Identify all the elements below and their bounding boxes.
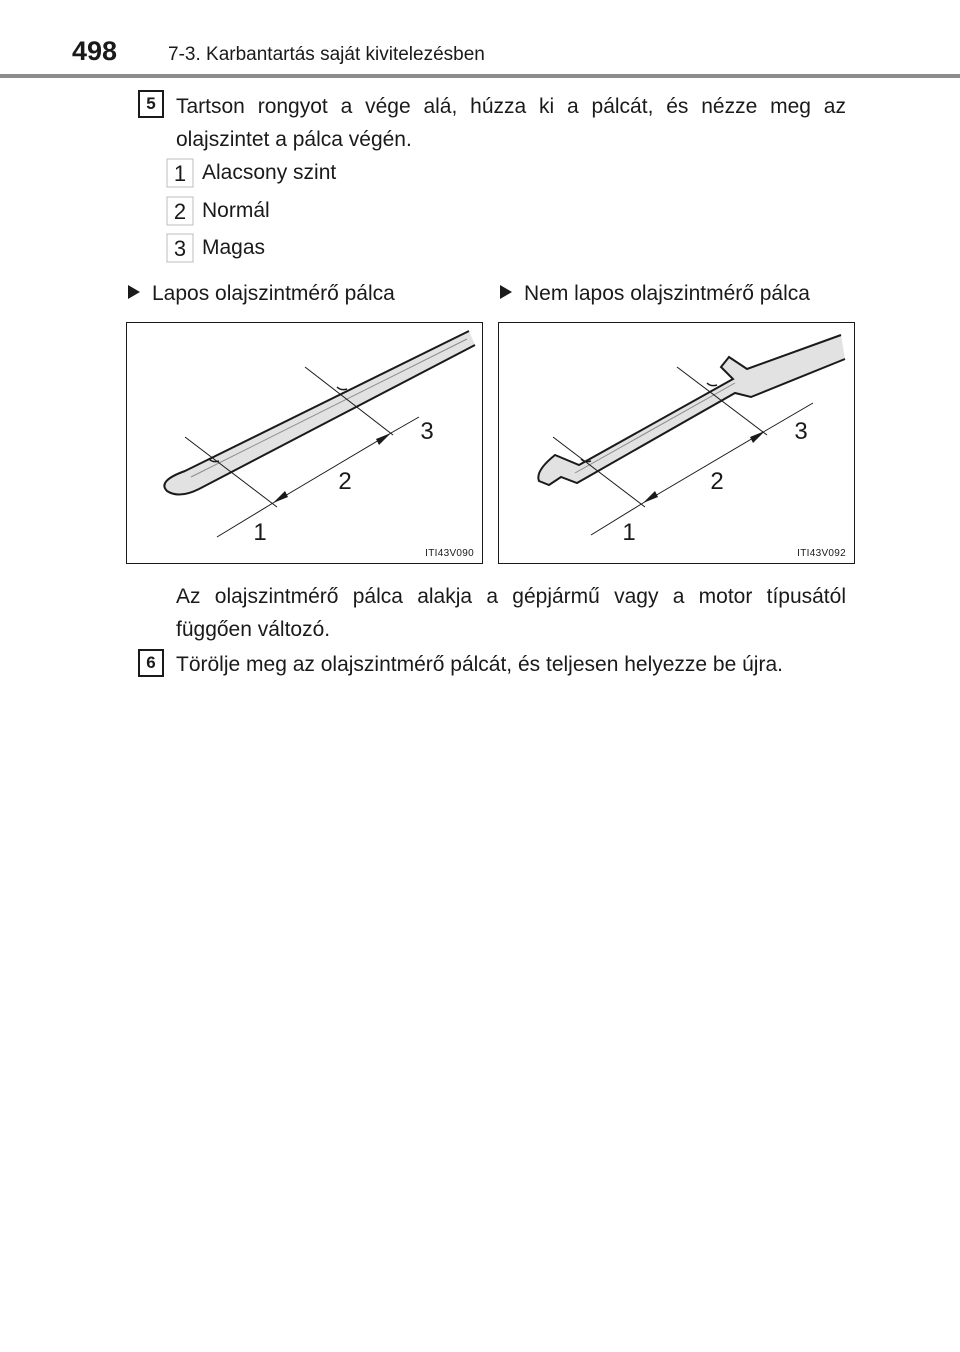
- step-5-text: Tartson rongyot a vége alá, húzza ki a pálcát, és nézze meg az olajszintet a pálca végén.: [176, 95, 846, 151]
- arrowhead-upper: [376, 433, 391, 445]
- callout-high: 3: [420, 418, 434, 445]
- header-divider: [0, 74, 960, 78]
- step-6-badge: 6: [138, 649, 164, 677]
- figure-heading-flat-text: Lapos olajszintmérő pálca: [152, 282, 395, 305]
- page-number: 498: [72, 36, 118, 66]
- high-indicator-line: [391, 417, 419, 433]
- callout-normal: 2: [338, 468, 352, 495]
- step-5-badge: 5: [138, 90, 164, 118]
- nonflat-dipstick-illustration: [499, 323, 854, 563]
- dipstick-blade: [538, 335, 845, 485]
- callout-number-2-icon: [166, 196, 194, 226]
- callout-high: 3: [794, 418, 808, 445]
- arrowhead-lower: [273, 491, 288, 503]
- dipstick-mark-upper: [707, 383, 717, 386]
- section-title: 7-3. Karbantartás saját kivitelezésben: [168, 44, 485, 65]
- level-label-high: Magas: [202, 236, 266, 259]
- triangle-bullet-icon: [128, 285, 140, 299]
- arrowhead-lower: [643, 491, 658, 503]
- dipstick-shape-note: Az olajszintmérő pálca alakja a gépjármű vagy a motor típusától függően változó.: [176, 585, 846, 641]
- page-header: [0, 0, 960, 74]
- figure-heading-nonflat: [500, 280, 810, 308]
- figure-heading-flat: [128, 280, 395, 308]
- figure-code: ITI43V092: [797, 548, 846, 559]
- step-6-text: Törölje meg az olajszintmérő pálcát, és teljesen helyezze be újra.: [176, 653, 783, 676]
- callout-normal: 2: [710, 468, 724, 495]
- callout-low: 1: [253, 519, 267, 546]
- figure-code: ITI43V090: [425, 548, 474, 559]
- dipstick-blade-edge: [191, 339, 467, 477]
- flat-dipstick-illustration: [127, 323, 482, 563]
- callout-number-3-icon: [166, 233, 194, 263]
- callout-number-1-icon: [166, 158, 194, 188]
- dimension-line-normal: [273, 433, 391, 503]
- figure-nonflat-dipstick: [498, 322, 855, 564]
- callout-number-text: 1: [173, 161, 187, 186]
- triangle-bullet-icon: [500, 285, 512, 299]
- figure-flat-dipstick: [126, 322, 483, 564]
- dipstick-mark-upper: [337, 387, 347, 390]
- callout-number-text: 3: [173, 236, 187, 261]
- level-label-low: Alacsony szint: [202, 161, 337, 184]
- arrowhead-upper: [750, 431, 765, 443]
- callout-number-text: 2: [173, 199, 187, 224]
- callout-low: 1: [622, 519, 636, 546]
- dimension-line-normal: [643, 431, 765, 503]
- figure-heading-nonflat-text: Nem lapos olajszintmérő pálca: [524, 282, 810, 305]
- dipstick-blade-edge: [575, 383, 735, 473]
- level-label-normal: Normál: [202, 199, 270, 222]
